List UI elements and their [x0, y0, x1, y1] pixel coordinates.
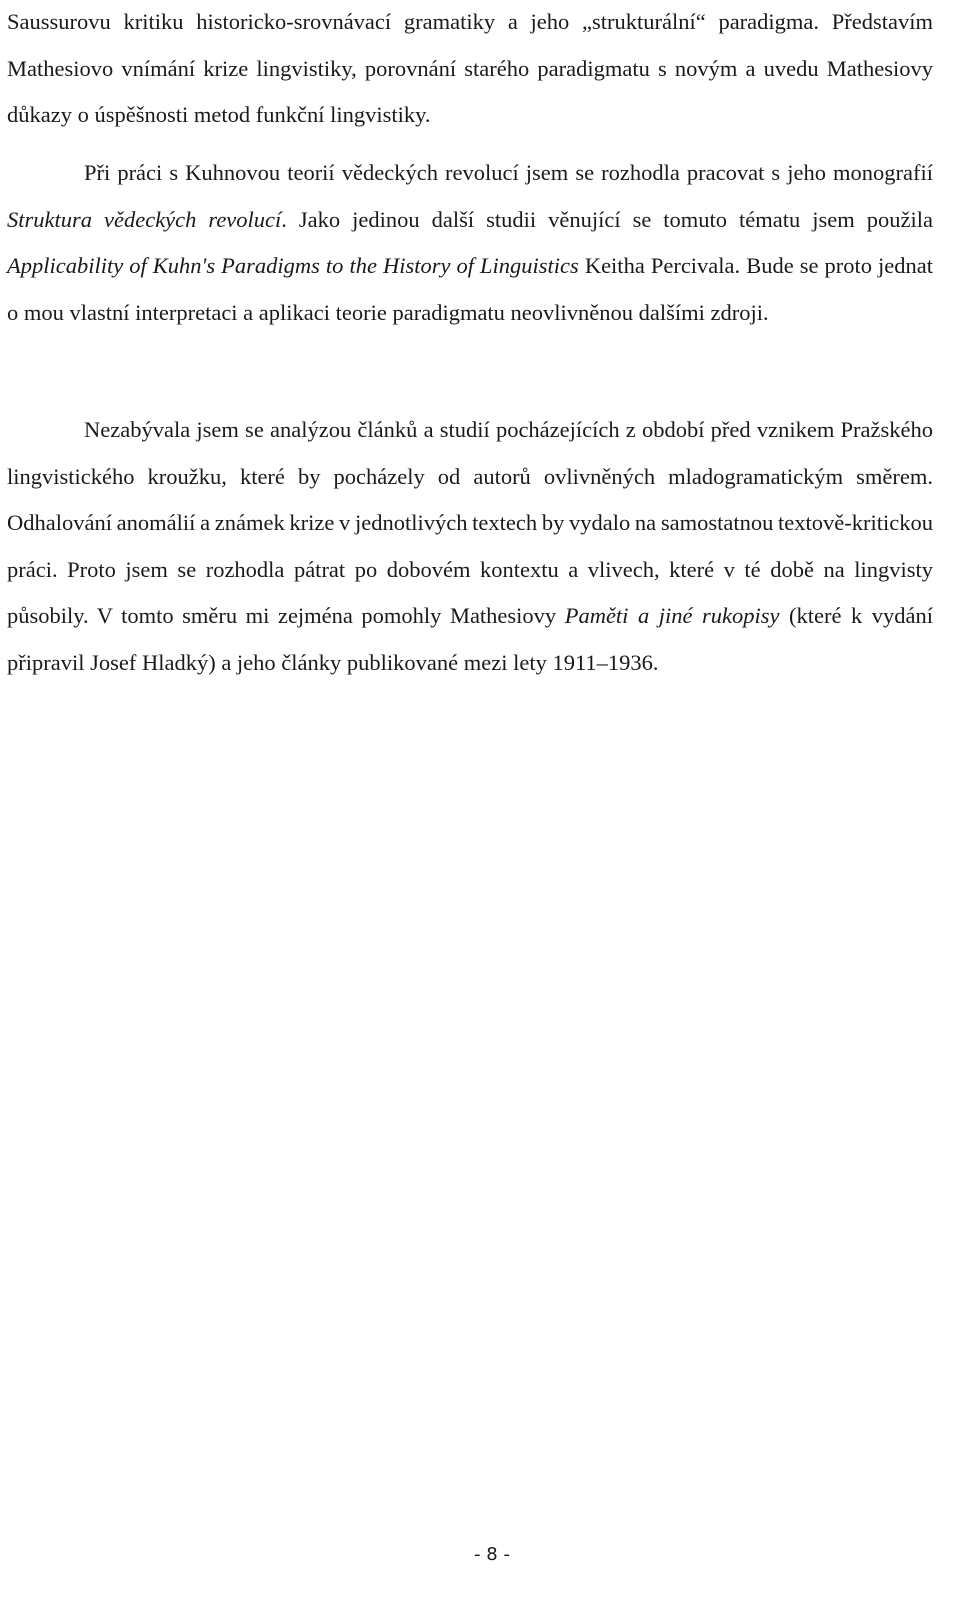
paragraph-2-text-a: Při práci s Kuhnovou teorií vědeckých revolucí jsem se rozhodla pracovat s jeho monografií	[84, 160, 933, 185]
paragraph-1-text: Saussurovu kritiku historicko-srovnávací gramatiky a jeho „strukturální“ paradigma. Představím Mathesiovo vnímání krize lingvistiky, porovnání starého paradigmatu s novým a uvedu Mathesiovy důkazy o úspěšnosti metod funkční lingvistiky.	[7, 9, 933, 127]
paragraph-1	[7, 0, 933, 139]
page-number	[0, 1544, 940, 1565]
paragraph-2	[7, 150, 933, 336]
paragraph-3-text-a: Nezabývala jsem se analýzou článků a studií pocházejících z období před vznikem Pražského lingvistického kroužku, které by pocházely od autorů ovlivněných mladogramatickým směrem. Odhalování anomálií a známek krize v jednotlivých textech by vydalo na samostatnou textově-kritickou práci. Proto jsem se rozhodla pátrat po dobovém kontextu a vlivech, které v té době na lingvisty působily. V tomto směru mi zejména pomohly Mathesiovy	[7, 417, 933, 628]
paragraph-3	[7, 407, 933, 686]
page-number-text: - 8 -	[474, 1544, 510, 1565]
paragraph-2-text-b: . Jako jedinou další studii věnující se tomuto tématu jsem použila	[281, 206, 933, 232]
paragraph-3-text-b: (které k vydání připravil Josef Hladký) a jeho články publikované mezi lety 1911–1936.	[7, 603, 933, 675]
paragraph-2-text-c: Keitha Percivala. Bude se proto jednat o mou vlastní interpretaci a aplikaci teorie paradigmatu neovlivněnou dalšími zdroji.	[7, 253, 933, 325]
book-title-pameti: Paměti a jiné rukopisy	[564, 603, 780, 628]
book-title-struktura: Struktura vědeckých revolucí	[7, 206, 282, 232]
study-title-percival: Applicability of Kuhn's Paradigms to the History of Linguistics	[7, 253, 579, 278]
